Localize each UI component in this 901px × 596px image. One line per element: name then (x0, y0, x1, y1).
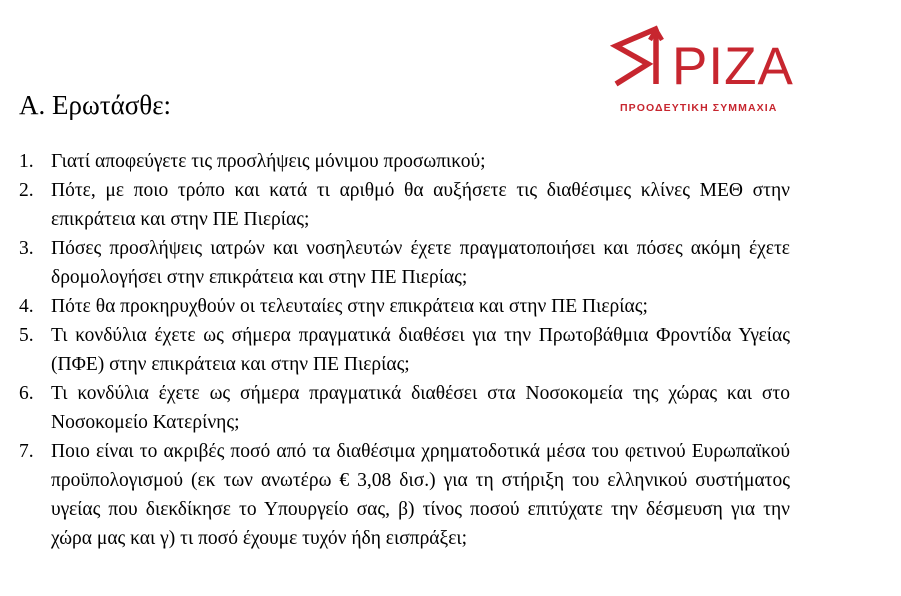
list-item (19, 437, 790, 553)
syriza-logo (610, 22, 820, 122)
item-text: Πότε, με ποιο τρόπο και κατά τι αριθμό θα αυξήσετε τις διαθέσιμες κλίνες ΜΕΘ στην επικράτεια και στην ΠΕ Πιερίας; (51, 180, 790, 230)
list-item (19, 292, 790, 321)
item-number: 3. (19, 238, 34, 259)
section-heading: Α. Ερωτάσθε: (19, 90, 172, 120)
list-item (19, 379, 790, 437)
item-number: 5. (19, 325, 34, 346)
list-item (19, 147, 790, 176)
item-number: 2. (19, 180, 34, 201)
item-text: Πόσες προσλήψεις ιατρών και νοσηλευτών έχετε πραγματοποιήσει και πόσες ακόμη έχετε δρομολογήσει στην επικράτεια και στην ΠΕ Πιερίας; (51, 238, 790, 288)
item-number: 7. (19, 441, 34, 462)
list-item (19, 234, 790, 292)
list-item (19, 321, 790, 379)
sigma-arrow-logo-icon (610, 22, 670, 94)
item-number: 1. (19, 151, 34, 172)
item-text: Γιατί αποφεύγετε τις προσλήψεις μόνιμου προσωπικού; (51, 151, 486, 172)
list-item (19, 176, 790, 234)
item-text: Πότε θα προκηρυχθούν οι τελευταίες στην επικράτεια και στην ΠΕ Πιερίας; (51, 296, 648, 317)
item-text: Ποιο είναι το ακριβές ποσό από τα διαθέσιμα χρηματοδοτικά μέσα του φετινού Ευρωπαϊκού προϋπολογισμού (εκ των ανωτέρω € 3,08 δισ.) για τη στήριξη του ελληνικού συστήματος υγείας που διεκδίκησε το Υπουργείο σας, β) τίνος ποσού επιτύχατε την δέσμευση για την χώρα μας και γ) τι ποσό έχουμε τυχόν ήδη εισπράξει; (51, 441, 790, 549)
logo-tagline: ΠΡΟΟΔΕΥΤΙΚΗ ΣΥΜΜΑΧΙΑ (620, 102, 778, 114)
logo-wordmark: ΡΙΖΑ (672, 37, 794, 96)
question-list (19, 147, 790, 553)
item-number: 4. (19, 296, 34, 317)
item-text: Τι κονδύλια έχετε ως σήμερα πραγματικά διαθέσει στα Νοσοκομεία της χώρας και στο Νοσοκομείο Κατερίνης; (51, 383, 790, 433)
item-number: 6. (19, 383, 34, 404)
item-text: Τι κονδύλια έχετε ως σήμερα πραγματικά διαθέσει για την Πρωτοβάθμια Φροντίδα Υγείας (ΠΦΕ) στην επικράτεια και στην ΠΕ Πιερίας; (51, 325, 790, 375)
